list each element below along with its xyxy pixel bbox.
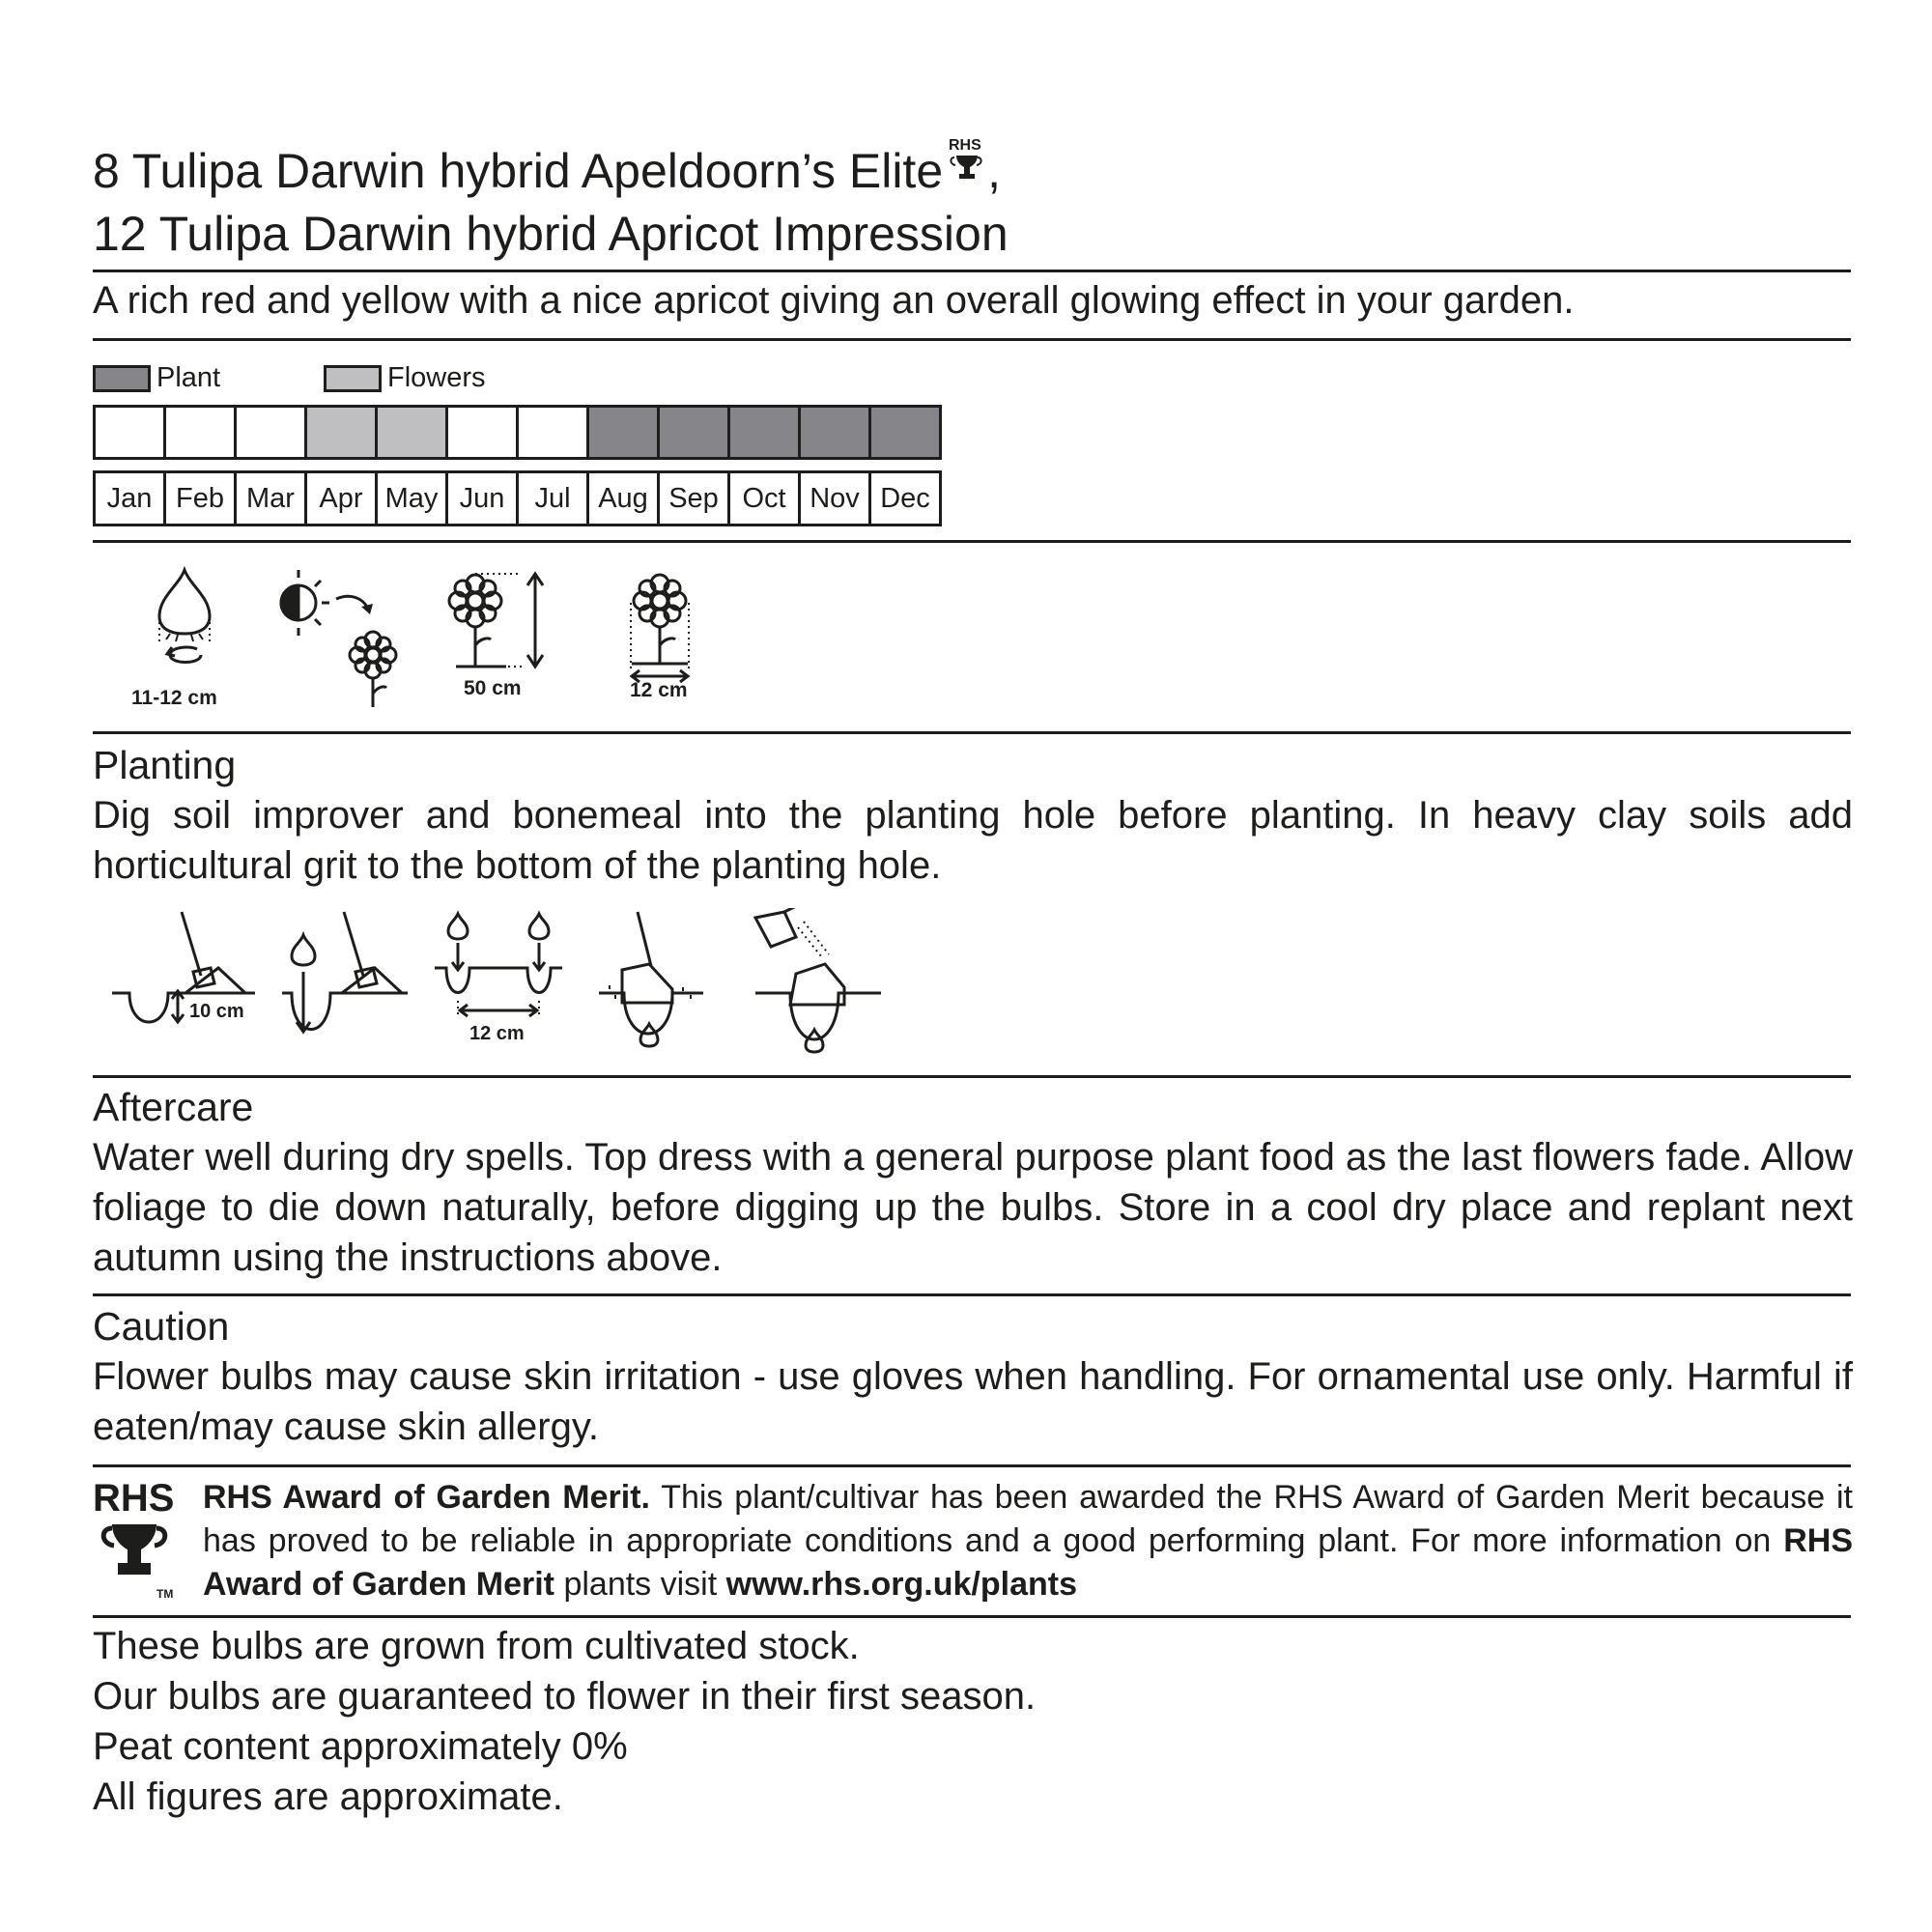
divider (93, 1615, 1851, 1618)
calendar-status-row (93, 405, 939, 460)
plant-height-label: 50 cm (464, 677, 522, 699)
month-label-jan: Jan (93, 470, 166, 526)
calendar-month-row (93, 470, 939, 526)
calendar-cell-may (375, 405, 448, 460)
rhs-award-name-2: RHS Award of Garden Merit (203, 1522, 1854, 1603)
footer-line: These bulbs are grown from cultivated stock. (93, 1625, 860, 1667)
planting-heading: Planting (93, 743, 237, 787)
flowers-swatch (324, 365, 382, 392)
month-label-feb: Feb (163, 470, 237, 526)
calendar-cell-aug (586, 405, 660, 460)
cover-bulb-icon (599, 912, 703, 1046)
water-bulb-icon (755, 908, 881, 1052)
footer-line: All figures are approximate. (93, 1776, 563, 1818)
aftercare-text: Water well during dry spells. Top dress with a general purpose plant food as the last flowers fade. Allow foliage to die down naturally, before digging up the bulbs. Store in a cool dry place and replant next autumn using the instructions above. (93, 1136, 1853, 1279)
bulb-size-icon (159, 570, 210, 663)
aftercare-heading: Aftercare (93, 1085, 254, 1129)
month-label-may: May (375, 470, 448, 526)
trophy-icon (103, 1524, 165, 1575)
calendar-cell-feb (163, 405, 237, 460)
rhs-award-description: This plant/cultivar has been awarded the RHS Award of Garden Merit because it has proved to be reliable in appropriate conditions and a good performing plant. For more information on (203, 1479, 1854, 1559)
calendar-cell-sep (657, 405, 730, 460)
rhs-logo-text: RHS (93, 1478, 175, 1520)
planting-depth-label: 10 cm (189, 1001, 244, 1022)
plant-spacing-label: 12 cm (630, 679, 688, 701)
product-title-line-1 (93, 137, 1002, 202)
rhs-award-mark (943, 137, 987, 188)
calendar-cell-jan (93, 405, 166, 460)
divider (93, 1464, 1851, 1467)
planting-text: Dig soil improver and bonemeal into the planting hole before planting. In heavy clay soils add horticultural grit to the bottom of the planting hole. (93, 794, 1853, 887)
product-description: A rich red and yellow with a nice apricot giving an overall glowing effect in your garden. (93, 279, 1575, 322)
bulb-size-label: 11-12 cm (131, 687, 217, 709)
caution-text: Flower bulbs may cause skin irritation - use gloves when handling. For ornamental use only. Harmful if eaten/may cause skin allergy. (93, 1355, 1853, 1448)
calendar-cell-jun (445, 405, 519, 460)
legend-flowers (324, 361, 486, 394)
month-label-mar: Mar (234, 470, 307, 526)
rhs-award-mark-text: RHS (949, 137, 981, 154)
rhs-url-link[interactable]: www.rhs.org.uk/plants (725, 1566, 1077, 1603)
bulb-spacing-icon (435, 914, 562, 1018)
divider (93, 270, 1851, 272)
calendar-cell-mar (234, 405, 307, 460)
divider (93, 338, 1851, 341)
half-sun-icon (281, 570, 329, 636)
calendar-cell-nov (798, 405, 871, 460)
divider (93, 731, 1851, 734)
calendar-cell-oct (727, 405, 801, 460)
month-label-oct: Oct (727, 470, 801, 526)
footer-line: Peat content approximately 0% (93, 1725, 628, 1768)
title-suffix: , (987, 144, 1002, 198)
planting-steps-illustration (93, 908, 904, 1063)
flower-icon (350, 632, 396, 707)
rhs-logo-tm: TM (156, 1587, 174, 1601)
rhs-logo (93, 1478, 182, 1604)
plant-info-icons (93, 560, 769, 715)
plant-swatch (93, 365, 151, 392)
footer-line: Our bulbs are guaranteed to flower in their first season. (93, 1675, 1037, 1718)
month-label-apr: Apr (304, 470, 378, 526)
divider (93, 1075, 1851, 1078)
legend-plant-label: Plant (156, 362, 221, 393)
product-title-line-2: 12 Tulipa Darwin hybrid Apricot Impression (93, 207, 1009, 261)
trophy-icon (954, 156, 978, 179)
legend-flowers-label: Flowers (387, 362, 486, 393)
month-label-dec: Dec (868, 470, 942, 526)
month-label-sep: Sep (657, 470, 730, 526)
rhs-award-text (203, 1476, 1853, 1606)
month-label-jul: Jul (516, 470, 589, 526)
plant-spacing-icon (631, 575, 689, 682)
rhs-award-name: RHS Award of Garden Merit. (203, 1479, 650, 1516)
divider (93, 540, 1851, 543)
calendar-cell-apr (304, 405, 378, 460)
insert-bulb-icon (282, 912, 408, 1032)
plant-height-icon (449, 574, 543, 667)
month-label-jun: Jun (445, 470, 519, 526)
month-label-aug: Aug (586, 470, 660, 526)
footer-notes (93, 1621, 1036, 1822)
title-text: 8 Tulipa Darwin hybrid Apeldoorn’s Elite (93, 144, 944, 198)
calendar-cell-dec (868, 405, 942, 460)
divider (93, 1293, 1851, 1296)
bulb-spacing-label: 12 cm (469, 1023, 525, 1044)
month-label-nov: Nov (798, 470, 871, 526)
rhs-visit-text: plants visit (563, 1566, 718, 1603)
legend-plant (93, 361, 220, 394)
caution-heading: Caution (93, 1304, 230, 1349)
calendar-cell-jul (516, 405, 589, 460)
